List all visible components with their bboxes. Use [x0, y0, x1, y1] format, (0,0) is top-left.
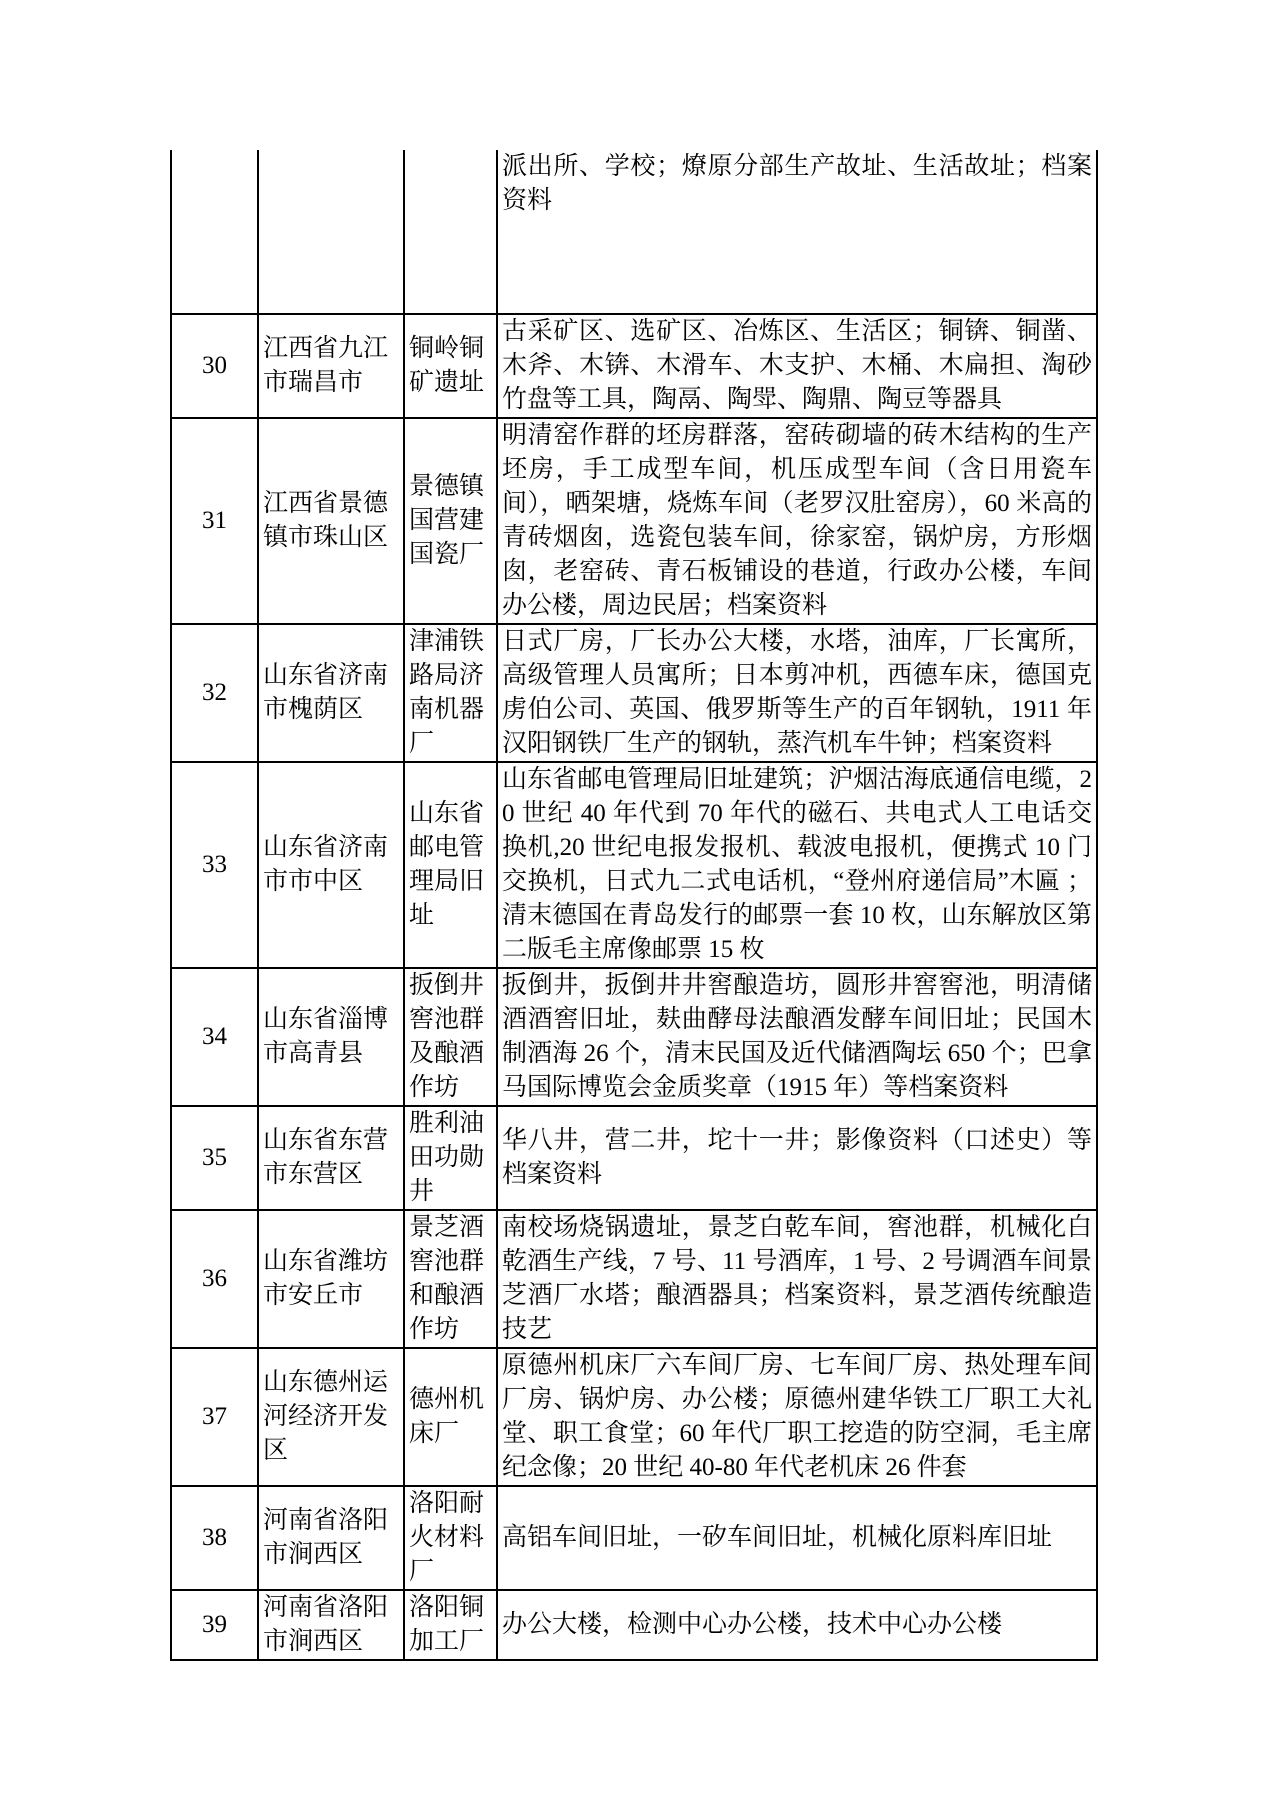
heritage-items-cell: 日式厂房，厂长办公大楼，水塔，油库，厂长寓所，高级管理人员寓所；日本剪冲机，西德车床，德国克虏伯公司、英国、俄罗斯等生产的百年钢轨，1911 年汉阳钢铁厂生产的钢轨，蒸汽机车牛钟；档案资料 — [497, 624, 1097, 762]
row-no-cell: 32 — [171, 624, 258, 762]
location-cell: 河南省洛阳市涧西区 — [258, 1590, 404, 1660]
table-row — [171, 968, 1097, 1106]
row-no-cell: 37 — [171, 1348, 258, 1486]
site-name-cell: 胜利油田功勋井 — [404, 1106, 497, 1210]
location-cell: 江西省九江市瑞昌市 — [258, 314, 404, 418]
site-name-cell: 津浦铁路局济南机器厂 — [404, 624, 497, 762]
site-name-cell: 洛阳铜加工厂 — [404, 1590, 497, 1660]
heritage-items-cell: 山东省邮电管理局旧址建筑；沪烟沽海底通信电缆，20 世纪 40 年代到 70 年代的磁石、共电式人工电话交换机,20 世纪电报发报机、载波电报机，便携式 10 门交换机，日式九二式电话机，“登州府递信局”木匾 ；清末德国在青岛发行的邮票一套 10 枚，山东解放区第二版毛主席像邮票 15 枚 — [497, 762, 1097, 968]
location-cell: 山东省东营市东营区 — [258, 1106, 404, 1210]
table-row — [171, 418, 1097, 624]
table-row — [171, 1210, 1097, 1348]
site-name-cell: 山东省邮电管理局旧址 — [404, 762, 497, 968]
table-row — [171, 1106, 1097, 1210]
row-no-cell: 30 — [171, 314, 258, 418]
row-no-cell: 35 — [171, 1106, 258, 1210]
row-no-cell — [171, 150, 258, 314]
location-cell: 山东省济南市槐荫区 — [258, 624, 404, 762]
heritage-items-cell: 原德州机床厂六车间厂房、七车间厂房、热处理车间厂房、锅炉房、办公楼；原德州建华铁工厂职工大礼堂、职工食堂；60 年代厂职工挖造的防空洞，毛主席纪念像；20 世纪 40-80 年代老机床 26 件套 — [497, 1348, 1097, 1486]
table-row — [171, 1486, 1097, 1590]
table-row — [171, 762, 1097, 968]
site-name-cell — [404, 150, 497, 314]
row-no-cell: 33 — [171, 762, 258, 968]
row-no-cell: 39 — [171, 1590, 258, 1660]
row-no-cell: 31 — [171, 418, 258, 624]
table-row-continued — [171, 150, 1097, 314]
row-no-cell: 38 — [171, 1486, 258, 1590]
row-no-cell: 34 — [171, 968, 258, 1106]
location-cell: 江西省景德镇市珠山区 — [258, 418, 404, 624]
site-name-cell: 铜岭铜矿遗址 — [404, 314, 497, 418]
heritage-items-cell: 古采矿区、选矿区、冶炼区、生活区；铜锛、铜凿、木斧、木锛、木滑车、木支护、木桶、木扁担、淘砂竹盘等工具，陶鬲、陶斝、陶鼎、陶豆等器具 — [497, 314, 1097, 418]
location-cell: 山东省潍坊市安丘市 — [258, 1210, 404, 1348]
site-name-cell: 洛阳耐火材料厂 — [404, 1486, 497, 1590]
row-no-cell: 36 — [171, 1210, 258, 1348]
site-name-cell: 德州机床厂 — [404, 1348, 497, 1486]
table-row — [171, 314, 1097, 418]
table-row — [171, 1590, 1097, 1660]
heritage-items-cell: 华八井，营二井，坨十一井；影像资料（口述史）等档案资料 — [497, 1106, 1097, 1210]
heritage-items-cell: 派出所、学校；燎原分部生产故址、生活故址；档案资料 — [497, 150, 1097, 314]
heritage-sites-table — [170, 150, 1098, 1661]
location-cell — [258, 150, 404, 314]
location-cell: 山东省济南市市中区 — [258, 762, 404, 968]
table-row — [171, 624, 1097, 762]
heritage-items-cell: 扳倒井，扳倒井井窖酿造坊，圆形井窖窖池，明清储酒酒窖旧址，麸曲酵母法酿酒发酵车间旧址；民国木制酒海 26 个，清末民国及近代储酒陶坛 650 个；巴拿马国际博览会金质奖章（1915 年）等档案资料 — [497, 968, 1097, 1106]
location-cell: 山东省淄博市高青县 — [258, 968, 404, 1106]
location-cell: 山东德州运河经济开发区 — [258, 1348, 404, 1486]
location-cell: 河南省洛阳市涧西区 — [258, 1486, 404, 1590]
heritage-items-cell: 南校场烧锅遗址，景芝白乾车间，窖池群，机械化白乾酒生产线，7 号、11 号酒库，1 号、2 号调酒车间景芝酒厂水塔；酿酒器具；档案资料，景芝酒传统酿造技艺 — [497, 1210, 1097, 1348]
site-name-cell: 景德镇国营建国瓷厂 — [404, 418, 497, 624]
heritage-items-cell: 明清窑作群的坯房群落，窑砖砌墙的砖木结构的生产坯房，手工成型车间，机压成型车间（含日用瓷车间），晒架塘，烧炼车间（老罗汉肚窑房），60 米高的青砖烟囱，选瓷包装车间，徐家窑，锅炉房，方形烟囱，老窑砖、青石板铺设的巷道，行政办公楼，车间办公楼，周边民居；档案资料 — [497, 418, 1097, 624]
site-name-cell: 扳倒井窖池群及酿酒作坊 — [404, 968, 497, 1106]
heritage-items-cell: 高铝车间旧址，一矽车间旧址，机械化原料库旧址 — [497, 1486, 1097, 1590]
site-name-cell: 景芝酒窖池群和酿酒作坊 — [404, 1210, 497, 1348]
table-row — [171, 1348, 1097, 1486]
heritage-items-cell: 办公大楼，检测中心办公楼，技术中心办公楼 — [497, 1590, 1097, 1660]
